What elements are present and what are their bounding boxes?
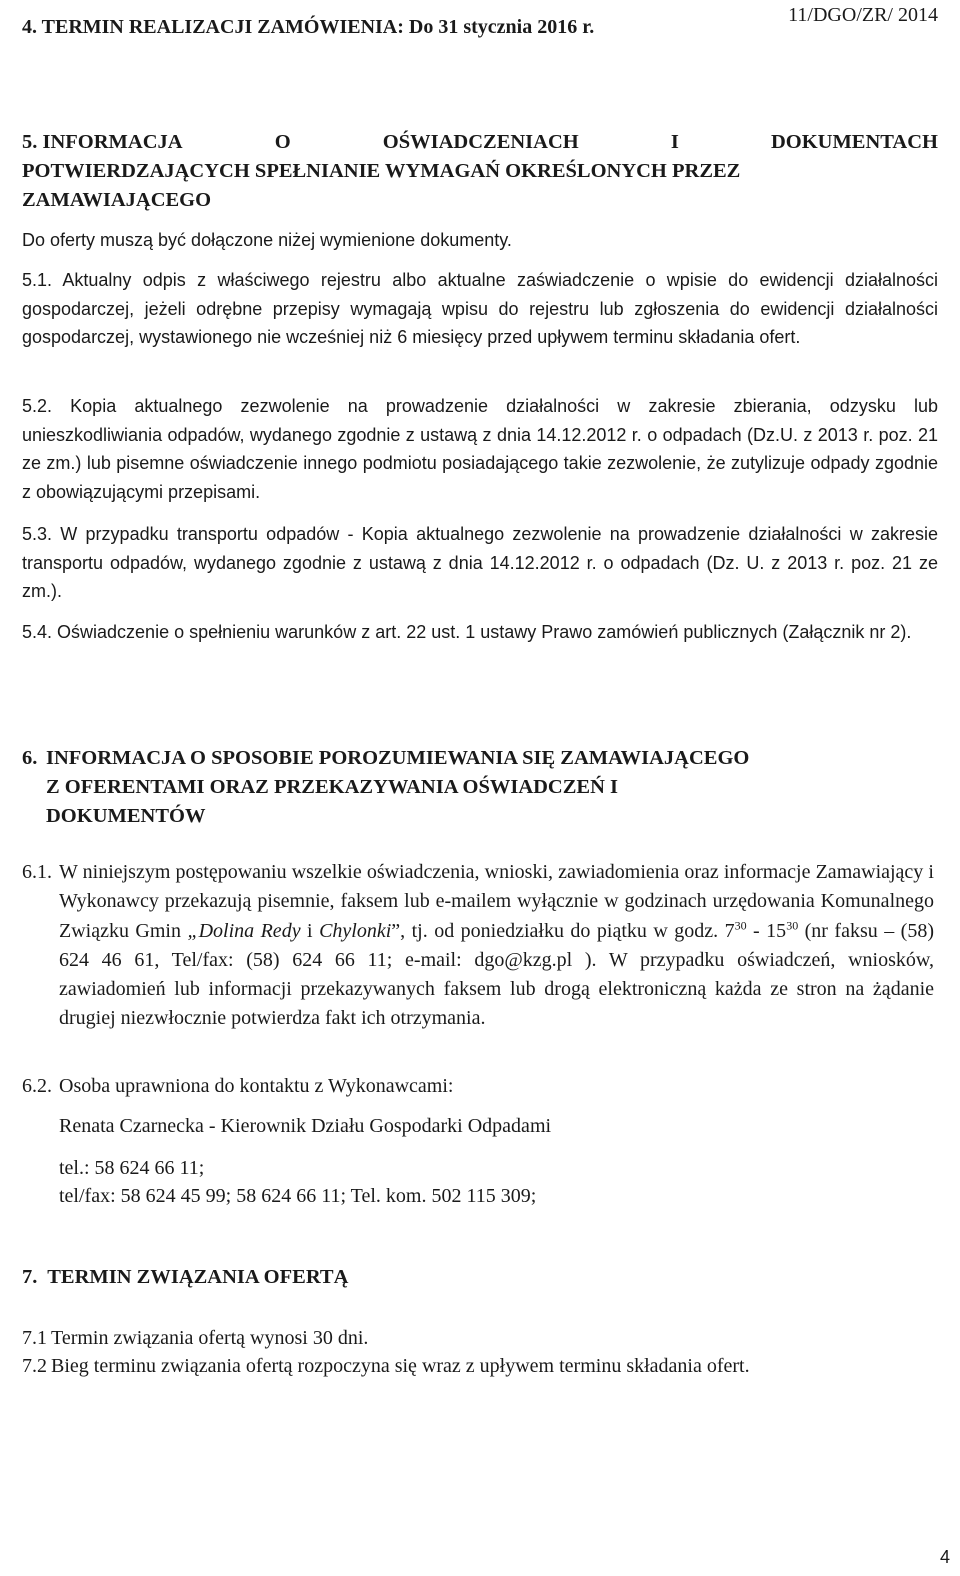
section-6-heading bbox=[46, 744, 926, 831]
paragraph-6-2: Osoba uprawniona do kontaktu z Wykonawcami: bbox=[59, 1075, 454, 1097]
item-7-1-number: 7.1 bbox=[22, 1327, 47, 1349]
paragraph-6-1-text-e: (nr faksu – (58) 624 46 61, Tel/fax: (58) 624 66 11; e-mail: dgo@kzg.pl ). W przypadku oświadczeń, wniosków, zawiadomień lub informacji przekazywanych faksem lub drogą elektroniczną każda ze stron na żądanie drugiej niezwłocznie potwierdza fakt ich otrzymania. bbox=[59, 919, 934, 1030]
item-7-2-number: 7.2 bbox=[22, 1355, 47, 1377]
item-7-2: Bieg terminu związania ofertą rozpoczyna się wraz z upływem terminu składania ofert. bbox=[51, 1355, 750, 1377]
contact-phone-fax: tel/fax: 58 624 45 99; 58 624 66 11; Tel. kom. 502 115 309; bbox=[59, 1185, 537, 1207]
superscript-time-1: 30 bbox=[734, 917, 747, 932]
paragraph-6-1-text-a: W niniejszym postępowaniu wszelkie oświadczenia, wnioski, zawiadomienia oraz informacje Zamawiający i Wykonawcy przekazują pisemnie, faksem lub e-mailem wyłącznie w godzinach urzędowania Komunalnego Związku Gmin bbox=[59, 861, 934, 942]
heading-word: OŚWIADCZENIACH bbox=[382, 131, 579, 153]
paragraph-6-1-italic-2: Chylonki bbox=[319, 919, 392, 942]
paragraph-5-2: 5.2. Kopia aktualnego zezwolenie na prowadzenie działalności w zakresie zbierania, odzysku lub unieszkodliwiania odpadów, wydanego zgodnie z ustawą z dnia 14.12.2012 r. o odpadach (Dz.U. z 2013 r. poz. 21 ze zm.) lub pisemne oświadczenie innego podmiotu posiadającego takie zezwolenie, że zutylizuje odpady zgodnie z obowiązującymi przepisami. bbox=[22, 396, 938, 502]
heading-word: DOKUMENTACH bbox=[770, 131, 938, 153]
section-6-heading-line3: DOKUMENTÓW bbox=[46, 805, 206, 827]
contact-name: Renata Czarnecka - Kierownik Działu Gospodarki Odpadami bbox=[59, 1115, 552, 1137]
paragraph-6-1-text-d: - 15 bbox=[746, 919, 787, 942]
section-5-heading-line2: POTWIERDZAJĄCYCH SPEŁNIANIE WYMAGAŃ OKREŚLONYCH PRZEZ bbox=[22, 160, 741, 182]
section-6-heading-line1: INFORMACJA O SPOSOBIE POROZUMIEWANIA SIĘ ZAMAWIAJĄCEGO bbox=[46, 747, 750, 769]
contact-phone: tel.: 58 624 66 11; bbox=[59, 1157, 205, 1179]
paragraph-6-1-italic-1: „Dolina Redy bbox=[187, 919, 301, 942]
paragraph-6-2-number: 6.2. bbox=[22, 1075, 52, 1097]
section-6-number: 6. bbox=[22, 747, 38, 769]
section-5-intro: Do oferty muszą być dołączone niżej wymienione dokumenty. bbox=[22, 230, 512, 250]
paragraph-5-3: 5.3. W przypadku transportu odpadów - Kopia aktualnego zezwolenie na prowadzenie działalności w zakresie transportu odpadów, wydanego zgodnie z ustawą z dnia 14.12.2012 r. o odpadach (Dz. U. z 2013 r. poz. 21 ze zm.). bbox=[22, 524, 938, 602]
heading-word: I bbox=[670, 131, 679, 153]
paragraph-6-1 bbox=[59, 858, 934, 1034]
page-number: 4 bbox=[939, 1547, 950, 1567]
paragraph-6-1-text-b: i bbox=[300, 919, 320, 942]
paragraph-5-4: 5.4. Oświadczenie o spełnieniu warunków z art. 22 ust. 1 ustawy Prawo zamówień publicznych (Załącznik nr 2). bbox=[22, 622, 912, 642]
heading-word: 5. INFORMACJA bbox=[22, 131, 183, 153]
section-7-heading: 7. TERMIN ZWIĄZANIA OFERTĄ bbox=[22, 1266, 349, 1288]
section-5-heading bbox=[22, 128, 938, 215]
section-6-heading-line2: Z OFERENTAMI ORAZ PRZEKAZYWANIA OŚWIADCZEŃ I bbox=[46, 776, 618, 798]
paragraph-6-1-text-c: ”, tj. od poniedziałku do piątku w godz. 7 bbox=[391, 919, 735, 942]
paragraph-5-1: 5.1. Aktualny odpis z właściwego rejestru albo aktualne zaświadczenie o wpisie do ewidencji działalności gospodarczej, jeżeli odrębne przepisy wymagają wpisu do rejestru lub zgłoszenia do ewidencji działalności gospodarczej, wystawionego nie wcześniej niż 6 miesięcy przed upływem terminu składania ofert. bbox=[22, 270, 938, 348]
section-5-heading-line3: ZAMAWIAJĄCEGO bbox=[22, 189, 212, 211]
document-reference: 11/DGO/ZR/ 2014 bbox=[788, 4, 938, 26]
heading-word: O bbox=[274, 131, 291, 153]
item-7-1: Termin związania ofertą wynosi 30 dni. bbox=[51, 1327, 369, 1349]
section-4-heading: 4. TERMIN REALIZACJI ZAMÓWIENIA: Do 31 stycznia 2016 r. bbox=[22, 16, 595, 38]
section-5-heading-line1 bbox=[22, 128, 938, 157]
superscript-time-2: 30 bbox=[786, 917, 799, 932]
paragraph-6-1-number: 6.1. bbox=[22, 861, 52, 883]
